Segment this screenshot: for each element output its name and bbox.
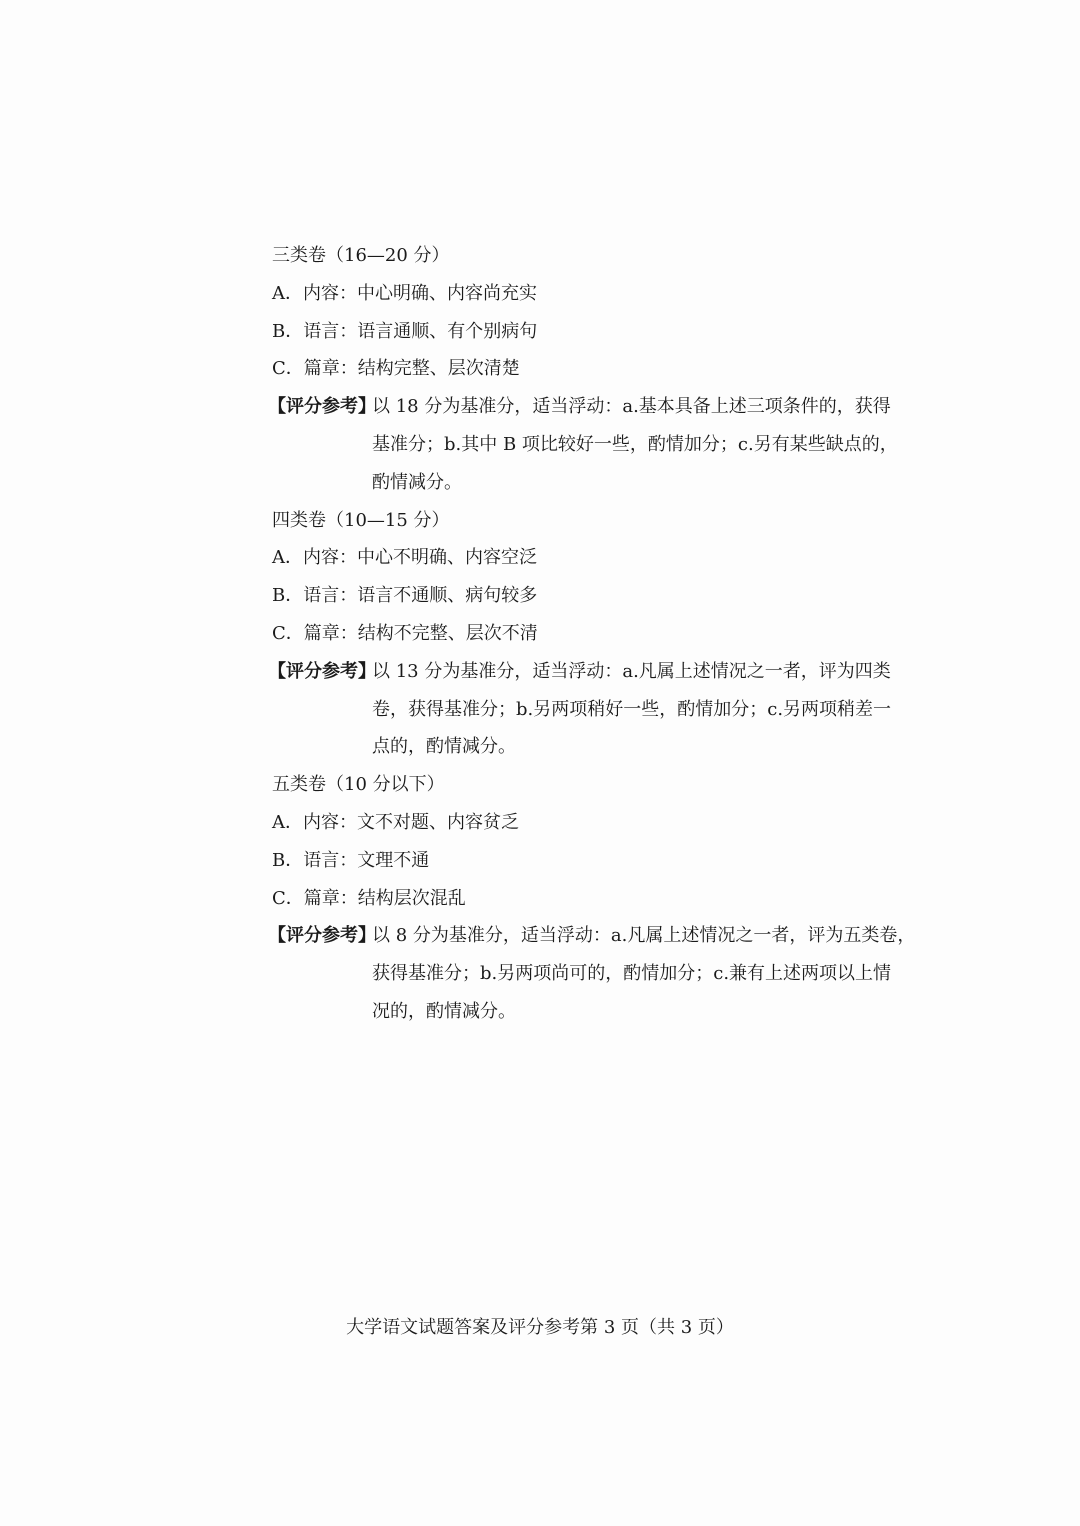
scoring-reference-text: 况的，酌情减分。 bbox=[372, 1000, 516, 1022]
scoring-reference-text: 酌情减分。 bbox=[372, 471, 462, 493]
scoring-reference-text: 点的，酌情减分。 bbox=[372, 736, 516, 758]
scoring-reference-label: 【评分参考】 bbox=[268, 660, 376, 682]
criterion-item: B．语言：语言通顺、有个别病句 bbox=[272, 320, 538, 342]
criterion-item: C．篇章：结构不完整、层次不清 bbox=[272, 622, 538, 644]
scoring-reference-text: 卷，获得基准分；b.另两项稍好一些，酌情加分；c.另两项稍差一 bbox=[372, 698, 892, 720]
grading-criteria bbox=[268, 237, 916, 1031]
scoring-reference-text: 获得基准分；b.另两项尚可的，酌情加分；c.兼有上述两项以上情 bbox=[372, 963, 892, 985]
section-heading: 三类卷（16—20 分） bbox=[272, 245, 450, 266]
page-footer: 大学语文试题答案及评分参考第 3 页（共 3 页） bbox=[346, 1317, 734, 1338]
criterion-item: A．内容：文不对题、内容贫乏 bbox=[272, 811, 519, 833]
scoring-reference-text: 基准分；b.其中 B 项比较好一些，酌情加分；c.另有某些缺点的， bbox=[372, 433, 898, 455]
scoring-reference-label: 【评分参考】 bbox=[268, 396, 376, 418]
section-heading: 五类卷（10 分以下） bbox=[272, 774, 445, 796]
scoring-reference bbox=[268, 388, 893, 426]
scoring-reference-text: 以 8 分为基准分，适当浮动：a.凡属上述情况之一者，评为五类卷， bbox=[372, 925, 916, 947]
grade-section bbox=[268, 237, 898, 502]
criterion-item: B．语言：语言不通顺、病句较多 bbox=[272, 585, 538, 607]
scoring-reference-label: 【评分参考】 bbox=[268, 925, 376, 947]
scoring-reference-text: 以 18 分为基准分，适当浮动：a.基本具备上述三项条件的，获得 bbox=[372, 396, 891, 418]
criterion-item: A．内容：中心不明确、内容空泛 bbox=[272, 547, 537, 569]
grade-section bbox=[268, 502, 893, 767]
scoring-reference-text: 以 13 分为基准分，适当浮动：a.凡属上述情况之一者，评为四类 bbox=[372, 660, 891, 682]
section-heading: 四类卷（10—15 分） bbox=[272, 509, 450, 531]
scoring-reference bbox=[268, 653, 893, 691]
grade-section bbox=[268, 766, 916, 1031]
criterion-item: C．篇章：结构层次混乱 bbox=[272, 887, 466, 909]
criterion-item: C．篇章：结构完整、层次清楚 bbox=[272, 358, 520, 380]
criterion-item: B．语言：文理不通 bbox=[272, 849, 430, 871]
criterion-item: A．内容：中心明确、内容尚充实 bbox=[272, 282, 537, 304]
scoring-reference bbox=[268, 917, 916, 955]
